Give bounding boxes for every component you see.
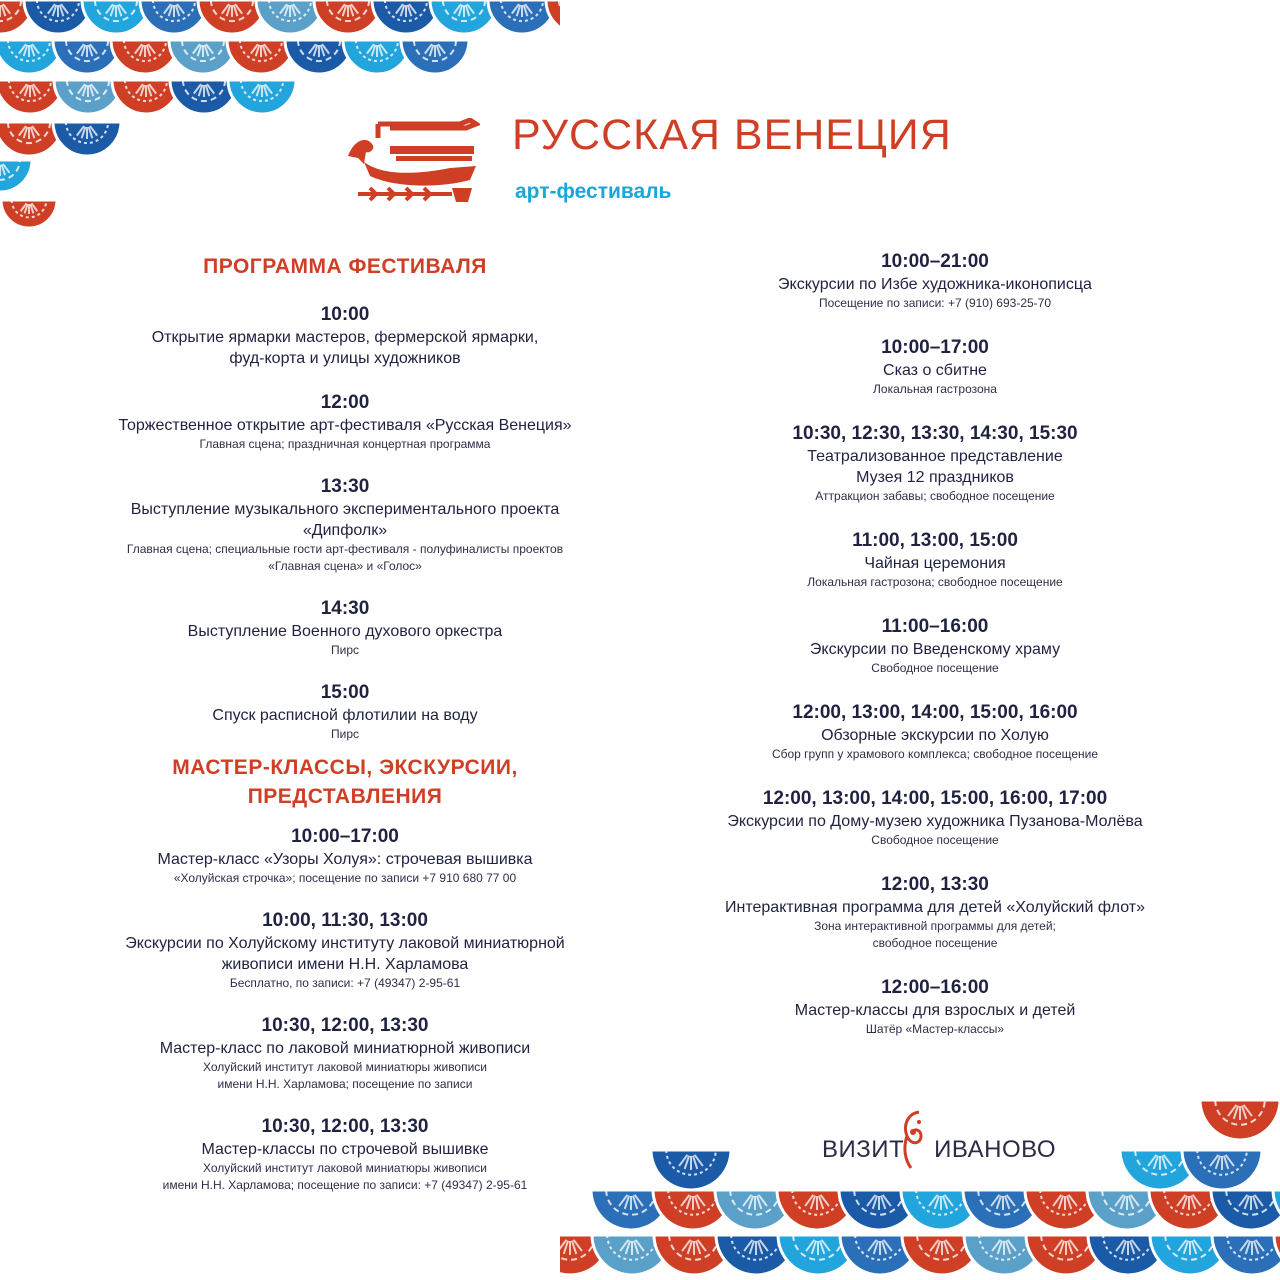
- event-block: [60, 909, 630, 992]
- event-title: Спуск расписной флотилии на воду: [212, 707, 478, 724]
- event-note: Шатёр «Мастер-классы»: [865, 1022, 1005, 1036]
- scale-shape: [1212, 1235, 1280, 1275]
- event-block: [650, 873, 1220, 952]
- event-title: Чайная церемония: [864, 555, 1006, 572]
- event-block: [650, 422, 1220, 505]
- event-note: Холуйский институт лаковой миниатюры живописи имени Н.Н. Харламова; посещение по записи: +7 (49347) 2-95-61: [162, 1161, 528, 1192]
- scale-shape: [1182, 1150, 1262, 1190]
- event-block: [60, 1115, 630, 1194]
- event-note: Локальная гастрозона; свободное посещение: [807, 575, 1063, 589]
- event-title: Экскурсии по Избе художника-иконописца: [778, 276, 1092, 293]
- event-note: Пирс: [330, 727, 359, 741]
- event-note: Посещение по записи: +7 (910) 693-25-70: [818, 296, 1052, 310]
- event-note: Главная сцена; праздничная концертная программа: [199, 437, 491, 451]
- event-block: [650, 787, 1220, 849]
- event-note: Бесплатно, по записи: +7 (49347) 2-95-61: [229, 976, 461, 990]
- event-title: Экскурсии по Введенскому храму: [809, 641, 1061, 658]
- event-time: 10:30, 12:00, 13:30: [261, 1116, 429, 1137]
- left-column: [60, 252, 630, 1194]
- event-time: 12:00–16:00: [881, 977, 989, 998]
- festival-subtitle: арт-фестиваль: [515, 180, 672, 203]
- event-time: 11:00–16:00: [881, 616, 989, 637]
- event-note: Главная сцена; специальные гости арт-фестиваля - полуфиналисты проектов «Главная сцена» и «Голос»: [126, 542, 564, 573]
- event-block: [60, 825, 630, 887]
- event-title: Обзорные экскурсии по Холую: [821, 727, 1049, 744]
- sponsor-logo-part1: ВИЗИТ: [822, 1136, 905, 1163]
- scale-shape: [228, 80, 296, 114]
- section-title-program: ПРОГРАММА ФЕСТИВАЛЯ: [203, 255, 487, 278]
- event-title: Театрализованное представление Музея 12 праздников: [807, 448, 1063, 486]
- event-time: 10:00, 11:30, 13:00: [262, 910, 428, 931]
- event-note: Сбор групп у храмового комплекса; свободное посещение: [771, 747, 1099, 761]
- event-block: [650, 336, 1220, 398]
- event-title: Экскурсии по Дому-музею художника Пузанова-Молёва: [727, 813, 1143, 830]
- event-time: 12:00, 13:00, 14:00, 15:00, 16:00: [792, 702, 1078, 723]
- event-title: Интерактивная программа для детей «Холуйский флот»: [725, 899, 1145, 916]
- right-column: [650, 250, 1220, 1038]
- event-block: [650, 615, 1220, 677]
- event-title: Мастер-класс по лаковой миниатюрной живописи: [159, 1040, 531, 1057]
- event-note: Локальная гастрозона: [873, 382, 997, 396]
- event-block: [650, 529, 1220, 591]
- event-block: [60, 303, 630, 369]
- event-time: 13:30: [320, 476, 370, 497]
- sponsor-logo-part2: ИВАНОВО: [934, 1136, 1057, 1163]
- event-title: Выступление музыкального экспериментального проекта «Дипфолк»: [130, 501, 560, 539]
- event-time: 10:00–21:00: [881, 251, 989, 272]
- event-title: Экскурсии по Холуйскому институту лаковой миниатюрной живописи имени Н.Н. Харламова: [125, 935, 565, 973]
- event-time: 12:00, 13:30: [881, 874, 989, 895]
- event-block: [60, 391, 630, 453]
- event-note: Свободное посещение: [871, 833, 999, 847]
- scale-shape: [53, 122, 121, 156]
- event-note: Зона интерактивной программы для детей; свободное посещение: [814, 919, 1056, 950]
- event-note: «Холуйская строчка»; посещение по записи +7 910 680 77 00: [173, 871, 517, 885]
- event-note: Холуйский институт лаковой миниатюры живописи имени Н.Н. Харламова; посещение по записи: [202, 1060, 488, 1091]
- section-title-masterclasses: МАСТЕР-КЛАССЫ, ЭКСКУРСИИ, ПРЕДСТАВЛЕНИЯ: [172, 756, 518, 808]
- event-block: [60, 475, 630, 575]
- sponsor-logo: [822, 1134, 1056, 1166]
- event-time: 12:00, 13:00, 14:00, 15:00, 16:00, 17:00: [762, 788, 1108, 809]
- event-title: Выступление Военного духового оркестра: [187, 623, 503, 640]
- event-time: 10:00: [320, 304, 370, 325]
- event-block: [60, 681, 630, 743]
- event-time: 10:30, 12:30, 13:30, 14:30, 15:30: [792, 423, 1078, 444]
- event-title: Мастер-классы для взрослых и детей: [794, 1002, 1076, 1019]
- scale-shape: [651, 1150, 731, 1190]
- event-title: Торжественное открытие арт-фестиваля «Русская Венеция»: [118, 417, 572, 434]
- scale-shape: [1200, 1100, 1280, 1140]
- event-time: 14:30: [320, 598, 370, 619]
- scale-shape: [401, 40, 469, 74]
- event-title: Мастер-класс «Узоры Холуя»: строчевая вышивка: [157, 851, 533, 868]
- event-title: Сказ о сбитне: [883, 362, 987, 379]
- scale-shape: [1211, 1190, 1280, 1230]
- event-time: 15:00: [320, 682, 370, 703]
- boat-horse-icon: [340, 118, 480, 208]
- event-block: [650, 976, 1220, 1038]
- event-note: Пирс: [330, 643, 359, 657]
- scale-shape: [1, 200, 57, 228]
- event-block: [60, 597, 630, 659]
- festival-title: РУССКАЯ ВЕНЕЦИЯ: [512, 111, 952, 159]
- event-time: 10:00–17:00: [881, 337, 989, 358]
- event-title: Открытие ярмарки мастеров, фермерской ярмарки, фуд-корта и улицы художников: [151, 329, 539, 367]
- event-note: Свободное посещение: [871, 661, 999, 675]
- event-time: 11:00, 13:00, 15:00: [852, 530, 1018, 551]
- event-block: [650, 701, 1220, 763]
- event-block: [60, 1014, 630, 1093]
- scale-shape: [0, 160, 32, 192]
- event-time: 10:00–17:00: [291, 826, 399, 847]
- event-title: Мастер-классы по строчевой вышивке: [201, 1141, 489, 1158]
- event-time: 10:30, 12:00, 13:30: [261, 1015, 429, 1036]
- event-block: [650, 250, 1220, 312]
- event-time: 12:00: [320, 392, 370, 413]
- event-note: Аттракцион забавы; свободное посещение: [815, 489, 1055, 503]
